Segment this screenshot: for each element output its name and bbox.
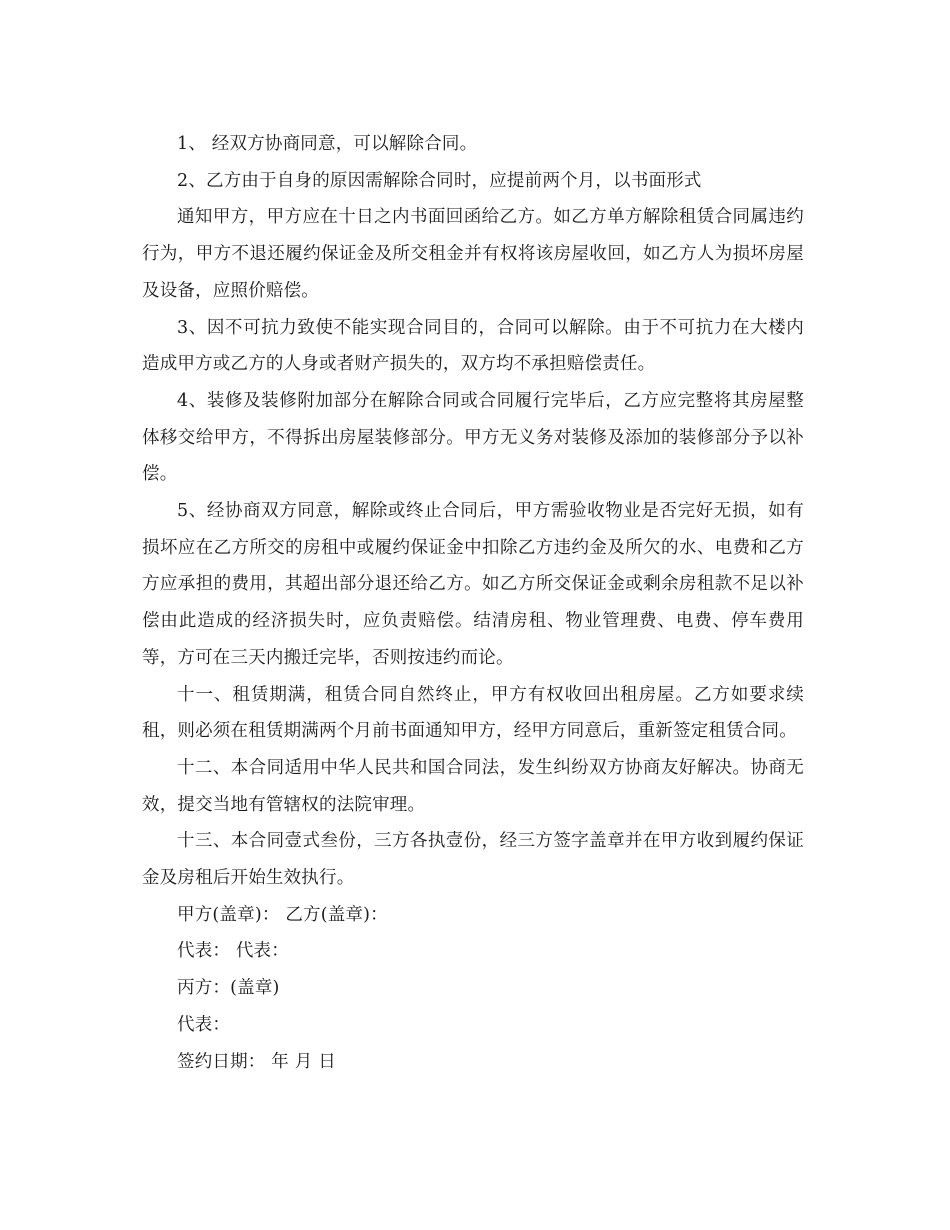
clause-12-text: 十二、本合同适用中华人民共和国合同法，发生纠纷双方协商友好解决。协商无效，提交当地有管辖权的法院审理。 [142, 757, 804, 815]
clause-13-text: 十三、本合同壹式叁份，三方各执壹份，经三方签字盖章并在甲方收到履约保证金及房租后开始生效执行。 [142, 831, 804, 889]
signature-rep-c: 代表： [177, 1014, 231, 1035]
clause-2 [142, 163, 804, 200]
clause-1-text: 1、 经双方协商同意，可以解除合同。 [177, 134, 478, 154]
clause-2-line-2: 通知甲方，甲方应在十日之内书面回函给乙方。如乙方单方解除租赁合同属违约行为，甲方不退还履约保证金及所交租金并有权将该房屋收回，如乙方人为损坏房屋及设备，应照价赔偿。 [142, 207, 804, 301]
signature-party-c: 丙方：(盖章) [177, 978, 280, 999]
clause-4 [142, 383, 804, 493]
signature-reps-a-b: 代表： 代表： [177, 941, 289, 962]
clause-3 [142, 310, 804, 383]
clause-4-text: 4、装修及装修附加部分在解除合同或合同履行完毕后，乙方应完整将其房屋整体移交给甲方，不得拆出房屋装修部分。甲方无义务对装修及添加的装修部分予以补偿。 [142, 390, 804, 485]
clause-1 [142, 126, 804, 163]
contract-body [142, 126, 804, 1080]
signature-party-a-b: 甲方(盖章)： 乙方(盖章)： [177, 904, 388, 925]
clause-12 [142, 750, 804, 823]
clause-13 [142, 823, 804, 896]
signature-date: 签约日期： 年 月 日 [177, 1051, 336, 1072]
clause-2-line-1: 2、乙方由于自身的原因需解除合同时，应提前两个月，以书面形式 [177, 170, 702, 191]
clause-3-text: 3、因不可抗力致使不能实现合同目的，合同可以解除。由于不可抗力在大楼内造成甲方或乙方的人身或者财产损失的，双方均不承担赔偿责任。 [142, 317, 804, 375]
clause-5 [142, 493, 804, 677]
clause-11 [142, 677, 804, 750]
clause-5-text: 5、经协商双方同意，解除或终止合同后，甲方需验收物业是否完好无损，如有损坏应在乙方所交的房租中或履约保证金中扣除乙方违约金及所欠的水、电费和乙方方应承担的费用，其超出部分退还给乙方。如乙方所交保证金或剩余房租款不足以补偿由此造成的经济损失时，应负责赔偿。结清房租、物业管理费、电费、停车费用等，方可在三天内搬迁完毕，否则按违约而论。 [142, 501, 804, 668]
clause-2-continued [142, 199, 804, 309]
clause-11-text: 十一、租赁期满，租赁合同自然终止，甲方有权收回出租房屋。乙方如要求续租，则必须在租赁期满两个月前书面通知甲方，经甲方同意后，重新签定租赁合同。 [142, 684, 804, 742]
